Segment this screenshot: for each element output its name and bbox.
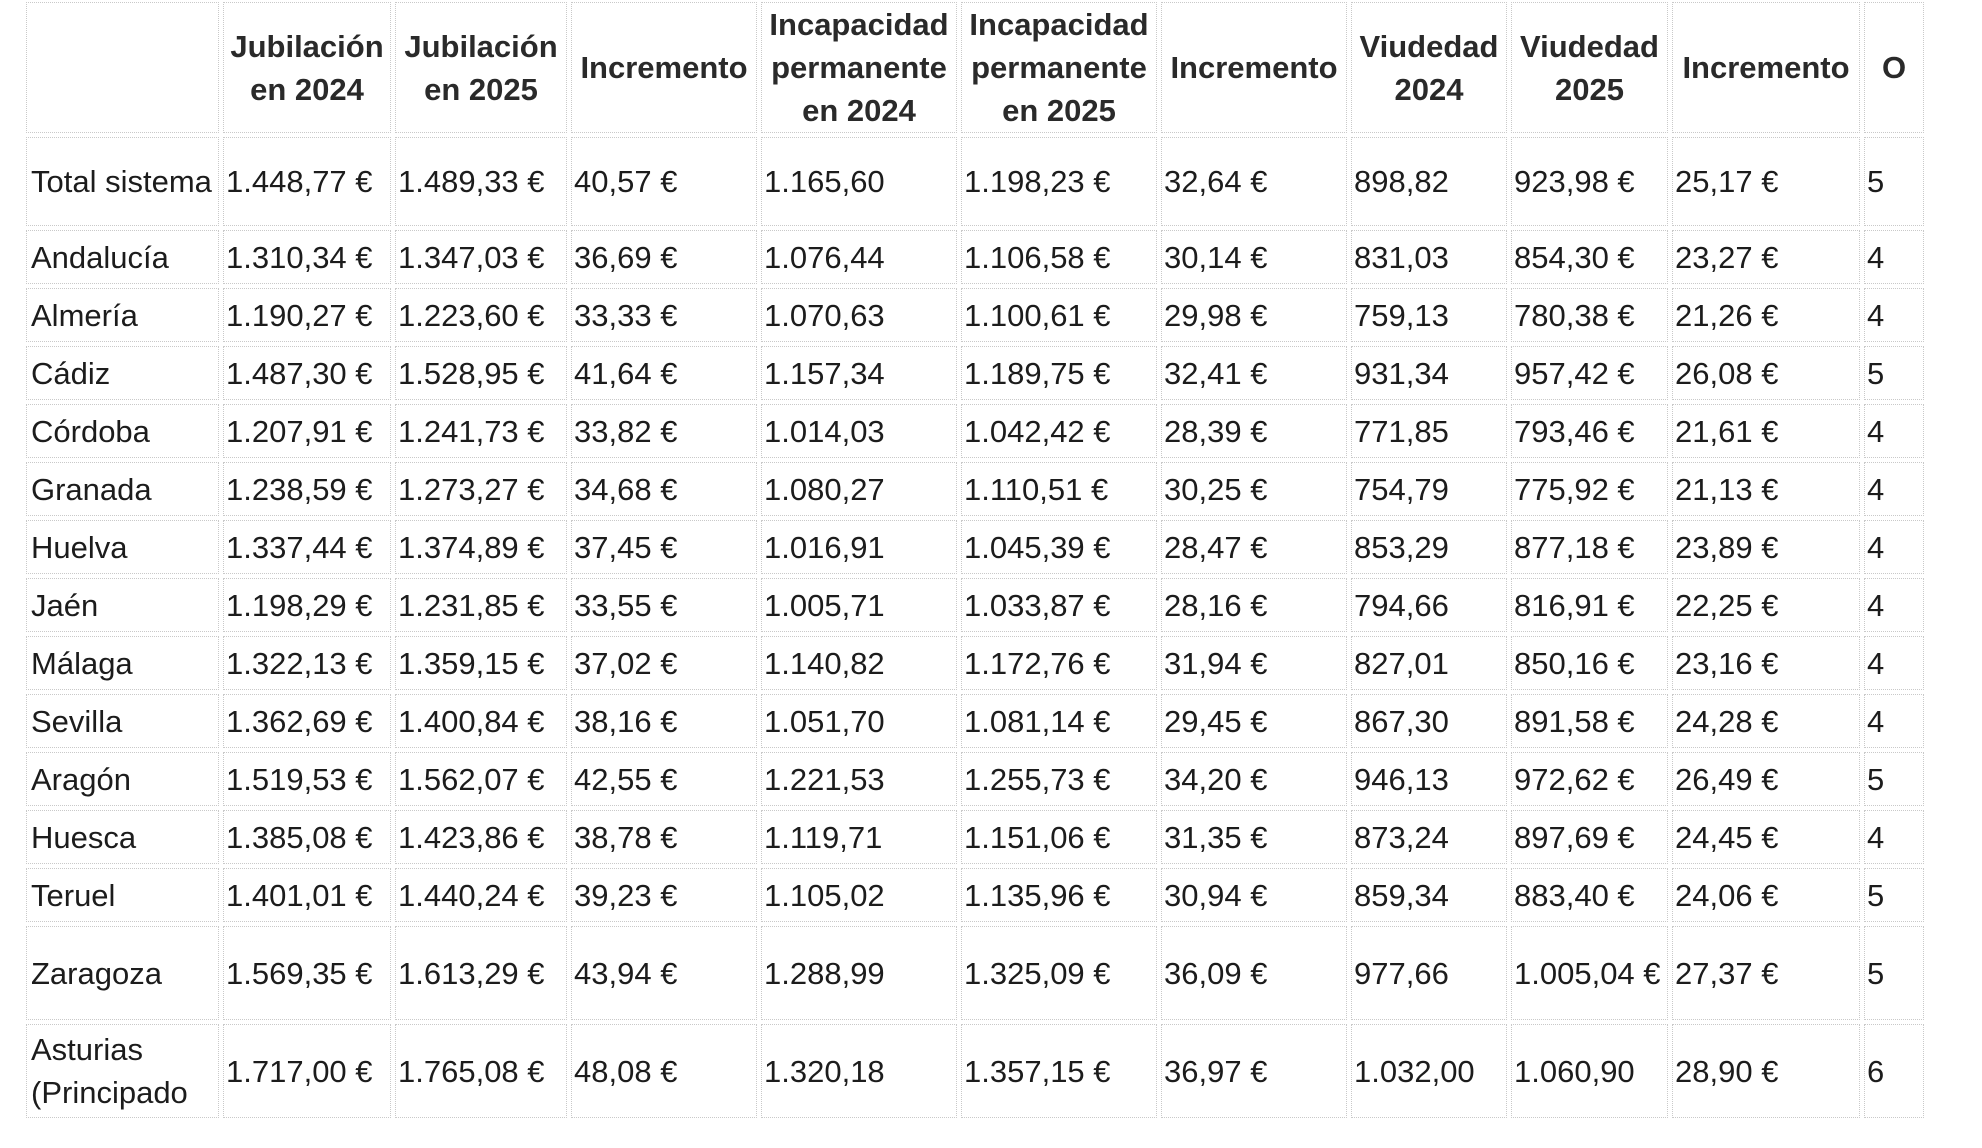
incremento-jubilacion-cell: 36,69 € bbox=[571, 230, 757, 284]
incremento-viudedad-cell: 21,26 € bbox=[1672, 288, 1860, 342]
cut-off-cell: 5 bbox=[1864, 868, 1924, 922]
incapacidad-2024-cell: 1.070,63 bbox=[761, 288, 957, 342]
viudedad-2025-cell: 1.060,90 bbox=[1511, 1024, 1668, 1118]
cut-off-cell: 4 bbox=[1864, 462, 1924, 516]
incapacidad-2024-cell: 1.080,27 bbox=[761, 462, 957, 516]
cut-off-cell: 5 bbox=[1864, 926, 1924, 1020]
incapacidad-2025-cell: 1.172,76 € bbox=[961, 636, 1157, 690]
incremento-incapacidad-cell: 31,94 € bbox=[1161, 636, 1347, 690]
viudedad-2025-cell: 923,98 € bbox=[1511, 137, 1668, 226]
incapacidad-2024-cell: 1.320,18 bbox=[761, 1024, 957, 1118]
table-row bbox=[26, 462, 1924, 516]
region-cell: Total sistema bbox=[26, 137, 219, 226]
incremento-jubilacion-cell: 43,94 € bbox=[571, 926, 757, 1020]
jubilacion-2024-cell: 1.322,13 € bbox=[223, 636, 391, 690]
jubilacion-2025-cell: 1.489,33 € bbox=[395, 137, 567, 226]
cut-off-cell: 4 bbox=[1864, 520, 1924, 574]
header-cell-region bbox=[26, 2, 219, 133]
region-cell: Jaén bbox=[26, 578, 219, 632]
incremento-incapacidad-cell: 31,35 € bbox=[1161, 810, 1347, 864]
header-cell-incremento-viudedad: Incremento bbox=[1672, 2, 1860, 133]
viudedad-2024-cell: 794,66 bbox=[1351, 578, 1507, 632]
incapacidad-2025-cell: 1.255,73 € bbox=[961, 752, 1157, 806]
viudedad-2024-cell: 977,66 bbox=[1351, 926, 1507, 1020]
table-row bbox=[26, 752, 1924, 806]
jubilacion-2025-cell: 1.359,15 € bbox=[395, 636, 567, 690]
jubilacion-2025-cell: 1.241,73 € bbox=[395, 404, 567, 458]
region-cell: Asturias (Principado bbox=[26, 1024, 219, 1118]
jubilacion-2025-cell: 1.374,89 € bbox=[395, 520, 567, 574]
region-cell: Sevilla bbox=[26, 694, 219, 748]
incapacidad-2024-cell: 1.051,70 bbox=[761, 694, 957, 748]
pension-table-container bbox=[22, 0, 1982, 1148]
incremento-incapacidad-cell: 34,20 € bbox=[1161, 752, 1347, 806]
header-cell-cut-off: O bbox=[1864, 2, 1924, 133]
incremento-jubilacion-cell: 39,23 € bbox=[571, 868, 757, 922]
cut-off-cell: 6 bbox=[1864, 1024, 1924, 1118]
header-cell-viudedad-2025: Viudedad 2025 bbox=[1511, 2, 1668, 133]
viudedad-2024-cell: 831,03 bbox=[1351, 230, 1507, 284]
pension-table bbox=[22, 0, 1928, 1122]
region-cell: Cádiz bbox=[26, 346, 219, 400]
header-cell-incapacidad-2025: Incapacidad permanente en 2025 bbox=[961, 2, 1157, 133]
jubilacion-2024-cell: 1.190,27 € bbox=[223, 288, 391, 342]
incremento-jubilacion-cell: 34,68 € bbox=[571, 462, 757, 516]
cut-off-cell: 4 bbox=[1864, 810, 1924, 864]
jubilacion-2025-cell: 1.440,24 € bbox=[395, 868, 567, 922]
cut-off-cell: 4 bbox=[1864, 404, 1924, 458]
incapacidad-2024-cell: 1.016,91 bbox=[761, 520, 957, 574]
incapacidad-2024-cell: 1.157,34 bbox=[761, 346, 957, 400]
jubilacion-2025-cell: 1.765,08 € bbox=[395, 1024, 567, 1118]
viudedad-2025-cell: 793,46 € bbox=[1511, 404, 1668, 458]
table-body bbox=[26, 137, 1924, 1118]
incremento-incapacidad-cell: 32,41 € bbox=[1161, 346, 1347, 400]
incremento-viudedad-cell: 27,37 € bbox=[1672, 926, 1860, 1020]
incremento-viudedad-cell: 26,49 € bbox=[1672, 752, 1860, 806]
table-row bbox=[26, 636, 1924, 690]
incremento-incapacidad-cell: 32,64 € bbox=[1161, 137, 1347, 226]
incapacidad-2025-cell: 1.151,06 € bbox=[961, 810, 1157, 864]
incapacidad-2024-cell: 1.014,03 bbox=[761, 404, 957, 458]
incremento-viudedad-cell: 23,16 € bbox=[1672, 636, 1860, 690]
incremento-jubilacion-cell: 38,78 € bbox=[571, 810, 757, 864]
incapacidad-2025-cell: 1.042,42 € bbox=[961, 404, 1157, 458]
incremento-incapacidad-cell: 28,16 € bbox=[1161, 578, 1347, 632]
table-row bbox=[26, 578, 1924, 632]
region-cell: Málaga bbox=[26, 636, 219, 690]
jubilacion-2025-cell: 1.423,86 € bbox=[395, 810, 567, 864]
incapacidad-2024-cell: 1.105,02 bbox=[761, 868, 957, 922]
jubilacion-2024-cell: 1.238,59 € bbox=[223, 462, 391, 516]
incremento-incapacidad-cell: 29,45 € bbox=[1161, 694, 1347, 748]
viudedad-2025-cell: 854,30 € bbox=[1511, 230, 1668, 284]
incremento-incapacidad-cell: 28,47 € bbox=[1161, 520, 1347, 574]
viudedad-2024-cell: 827,01 bbox=[1351, 636, 1507, 690]
incremento-incapacidad-cell: 30,25 € bbox=[1161, 462, 1347, 516]
jubilacion-2024-cell: 1.198,29 € bbox=[223, 578, 391, 632]
incapacidad-2025-cell: 1.135,96 € bbox=[961, 868, 1157, 922]
viudedad-2025-cell: 883,40 € bbox=[1511, 868, 1668, 922]
incapacidad-2025-cell: 1.325,09 € bbox=[961, 926, 1157, 1020]
incapacidad-2025-cell: 1.081,14 € bbox=[961, 694, 1157, 748]
incapacidad-2024-cell: 1.221,53 bbox=[761, 752, 957, 806]
jubilacion-2025-cell: 1.613,29 € bbox=[395, 926, 567, 1020]
viudedad-2024-cell: 867,30 bbox=[1351, 694, 1507, 748]
table-row bbox=[26, 404, 1924, 458]
viudedad-2025-cell: 957,42 € bbox=[1511, 346, 1668, 400]
table-row bbox=[26, 868, 1924, 922]
incapacidad-2024-cell: 1.140,82 bbox=[761, 636, 957, 690]
incremento-incapacidad-cell: 36,09 € bbox=[1161, 926, 1347, 1020]
incremento-jubilacion-cell: 37,45 € bbox=[571, 520, 757, 574]
viudedad-2024-cell: 754,79 bbox=[1351, 462, 1507, 516]
cut-off-cell: 4 bbox=[1864, 578, 1924, 632]
incremento-jubilacion-cell: 40,57 € bbox=[571, 137, 757, 226]
viudedad-2025-cell: 850,16 € bbox=[1511, 636, 1668, 690]
jubilacion-2024-cell: 1.385,08 € bbox=[223, 810, 391, 864]
incremento-jubilacion-cell: 37,02 € bbox=[571, 636, 757, 690]
jubilacion-2024-cell: 1.310,34 € bbox=[223, 230, 391, 284]
region-cell: Córdoba bbox=[26, 404, 219, 458]
incremento-jubilacion-cell: 41,64 € bbox=[571, 346, 757, 400]
viudedad-2024-cell: 898,82 bbox=[1351, 137, 1507, 226]
region-cell: Huelva bbox=[26, 520, 219, 574]
viudedad-2025-cell: 897,69 € bbox=[1511, 810, 1668, 864]
incapacidad-2024-cell: 1.165,60 bbox=[761, 137, 957, 226]
header-cell-incremento-incapacidad: Incremento bbox=[1161, 2, 1347, 133]
incapacidad-2025-cell: 1.198,23 € bbox=[961, 137, 1157, 226]
viudedad-2024-cell: 853,29 bbox=[1351, 520, 1507, 574]
incremento-viudedad-cell: 24,06 € bbox=[1672, 868, 1860, 922]
jubilacion-2025-cell: 1.223,60 € bbox=[395, 288, 567, 342]
region-cell: Huesca bbox=[26, 810, 219, 864]
table-row bbox=[26, 1024, 1924, 1118]
header-cell-incapacidad-2024: Incapacidad permanente en 2024 bbox=[761, 2, 957, 133]
jubilacion-2024-cell: 1.448,77 € bbox=[223, 137, 391, 226]
jubilacion-2024-cell: 1.519,53 € bbox=[223, 752, 391, 806]
viudedad-2024-cell: 946,13 bbox=[1351, 752, 1507, 806]
cut-off-cell: 5 bbox=[1864, 346, 1924, 400]
cut-off-cell: 4 bbox=[1864, 694, 1924, 748]
table-row bbox=[26, 288, 1924, 342]
jubilacion-2024-cell: 1.362,69 € bbox=[223, 694, 391, 748]
table-row bbox=[26, 694, 1924, 748]
region-cell: Teruel bbox=[26, 868, 219, 922]
viudedad-2025-cell: 877,18 € bbox=[1511, 520, 1668, 574]
incremento-incapacidad-cell: 28,39 € bbox=[1161, 404, 1347, 458]
viudedad-2024-cell: 771,85 bbox=[1351, 404, 1507, 458]
incremento-jubilacion-cell: 33,55 € bbox=[571, 578, 757, 632]
cut-off-cell: 4 bbox=[1864, 230, 1924, 284]
incapacidad-2025-cell: 1.189,75 € bbox=[961, 346, 1157, 400]
incapacidad-2024-cell: 1.005,71 bbox=[761, 578, 957, 632]
incremento-viudedad-cell: 21,61 € bbox=[1672, 404, 1860, 458]
jubilacion-2025-cell: 1.231,85 € bbox=[395, 578, 567, 632]
incremento-viudedad-cell: 26,08 € bbox=[1672, 346, 1860, 400]
incremento-viudedad-cell: 24,28 € bbox=[1672, 694, 1860, 748]
incremento-viudedad-cell: 22,25 € bbox=[1672, 578, 1860, 632]
incremento-jubilacion-cell: 33,33 € bbox=[571, 288, 757, 342]
header-cell-jubilacion-2025: Jubilación en 2025 bbox=[395, 2, 567, 133]
jubilacion-2024-cell: 1.337,44 € bbox=[223, 520, 391, 574]
incremento-jubilacion-cell: 48,08 € bbox=[571, 1024, 757, 1118]
incremento-jubilacion-cell: 33,82 € bbox=[571, 404, 757, 458]
incapacidad-2024-cell: 1.288,99 bbox=[761, 926, 957, 1020]
incremento-viudedad-cell: 23,27 € bbox=[1672, 230, 1860, 284]
table-row bbox=[26, 137, 1924, 226]
table-row bbox=[26, 346, 1924, 400]
incapacidad-2024-cell: 1.076,44 bbox=[761, 230, 957, 284]
incremento-jubilacion-cell: 38,16 € bbox=[571, 694, 757, 748]
incremento-viudedad-cell: 24,45 € bbox=[1672, 810, 1860, 864]
jubilacion-2024-cell: 1.401,01 € bbox=[223, 868, 391, 922]
viudedad-2024-cell: 1.032,00 bbox=[1351, 1024, 1507, 1118]
table-row bbox=[26, 520, 1924, 574]
cut-off-cell: 5 bbox=[1864, 752, 1924, 806]
jubilacion-2025-cell: 1.400,84 € bbox=[395, 694, 567, 748]
viudedad-2024-cell: 931,34 bbox=[1351, 346, 1507, 400]
header-cell-incremento-jubilacion: Incremento bbox=[571, 2, 757, 133]
incremento-jubilacion-cell: 42,55 € bbox=[571, 752, 757, 806]
incremento-viudedad-cell: 25,17 € bbox=[1672, 137, 1860, 226]
incremento-incapacidad-cell: 29,98 € bbox=[1161, 288, 1347, 342]
region-cell: Granada bbox=[26, 462, 219, 516]
incremento-incapacidad-cell: 30,94 € bbox=[1161, 868, 1347, 922]
cut-off-cell: 4 bbox=[1864, 288, 1924, 342]
viudedad-2024-cell: 873,24 bbox=[1351, 810, 1507, 864]
incapacidad-2025-cell: 1.045,39 € bbox=[961, 520, 1157, 574]
viudedad-2025-cell: 972,62 € bbox=[1511, 752, 1668, 806]
incapacidad-2025-cell: 1.106,58 € bbox=[961, 230, 1157, 284]
viudedad-2024-cell: 859,34 bbox=[1351, 868, 1507, 922]
incremento-viudedad-cell: 23,89 € bbox=[1672, 520, 1860, 574]
jubilacion-2024-cell: 1.717,00 € bbox=[223, 1024, 391, 1118]
region-cell: Zaragoza bbox=[26, 926, 219, 1020]
viudedad-2024-cell: 759,13 bbox=[1351, 288, 1507, 342]
region-cell: Andalucía bbox=[26, 230, 219, 284]
incapacidad-2025-cell: 1.033,87 € bbox=[961, 578, 1157, 632]
jubilacion-2024-cell: 1.487,30 € bbox=[223, 346, 391, 400]
header-cell-jubilacion-2024: Jubilación en 2024 bbox=[223, 2, 391, 133]
header-row bbox=[26, 2, 1924, 133]
region-cell: Almería bbox=[26, 288, 219, 342]
cut-off-cell: 5 bbox=[1864, 137, 1924, 226]
incapacidad-2024-cell: 1.119,71 bbox=[761, 810, 957, 864]
header-cell-viudedad-2024: Viudedad 2024 bbox=[1351, 2, 1507, 133]
incapacidad-2025-cell: 1.100,61 € bbox=[961, 288, 1157, 342]
table-row bbox=[26, 230, 1924, 284]
viudedad-2025-cell: 1.005,04 € bbox=[1511, 926, 1668, 1020]
cut-off-cell: 4 bbox=[1864, 636, 1924, 690]
incapacidad-2025-cell: 1.357,15 € bbox=[961, 1024, 1157, 1118]
viudedad-2025-cell: 780,38 € bbox=[1511, 288, 1668, 342]
viudedad-2025-cell: 891,58 € bbox=[1511, 694, 1668, 748]
viudedad-2025-cell: 775,92 € bbox=[1511, 462, 1668, 516]
viudedad-2025-cell: 816,91 € bbox=[1511, 578, 1668, 632]
incremento-incapacidad-cell: 36,97 € bbox=[1161, 1024, 1347, 1118]
jubilacion-2025-cell: 1.528,95 € bbox=[395, 346, 567, 400]
jubilacion-2025-cell: 1.273,27 € bbox=[395, 462, 567, 516]
jubilacion-2025-cell: 1.562,07 € bbox=[395, 752, 567, 806]
region-cell: Aragón bbox=[26, 752, 219, 806]
table-row bbox=[26, 926, 1924, 1020]
incremento-viudedad-cell: 28,90 € bbox=[1672, 1024, 1860, 1118]
incapacidad-2025-cell: 1.110,51 € bbox=[961, 462, 1157, 516]
table-row bbox=[26, 810, 1924, 864]
jubilacion-2025-cell: 1.347,03 € bbox=[395, 230, 567, 284]
jubilacion-2024-cell: 1.207,91 € bbox=[223, 404, 391, 458]
jubilacion-2024-cell: 1.569,35 € bbox=[223, 926, 391, 1020]
incremento-incapacidad-cell: 30,14 € bbox=[1161, 230, 1347, 284]
incremento-viudedad-cell: 21,13 € bbox=[1672, 462, 1860, 516]
